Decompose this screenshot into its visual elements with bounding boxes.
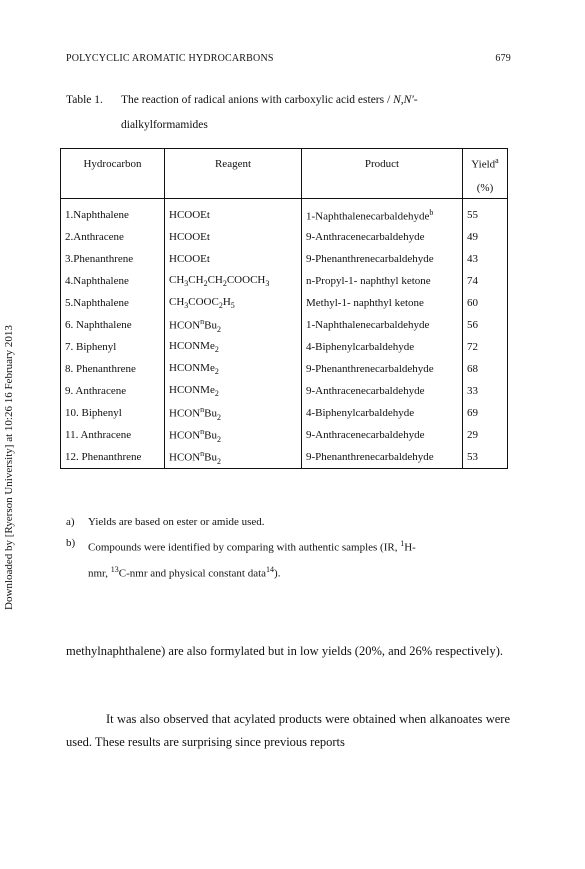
reagent-formula: $HCON^nBu_2$ bbox=[165, 446, 302, 469]
reaction-table bbox=[60, 148, 508, 469]
table-row: 12. Phenanthrene $HCON^nBu_2$ 9-Phenanthrenecarbaldehyde 53 bbox=[61, 446, 508, 469]
table-row: 5.Naphthalene $CH_3COOC_2H_5$ Methyl-1- naphthyl ketone 60 bbox=[61, 292, 508, 314]
table-row: 8. Phenanthrene HCONMe$_2$ 9-Phenanthrenecarbaldehyde 68 bbox=[61, 358, 508, 380]
reagent-formula: HCONMe$_2$ bbox=[165, 358, 302, 380]
header-yield-unit: (%) bbox=[463, 178, 508, 199]
table-row: 11. Anthracene $HCON^nBu_2$ 9-Anthracenecarbaldehyde 29 bbox=[61, 424, 508, 446]
table-row: 1.Naphthalene HCOOEt 1-Naphthalenecarbaldehyde$^b$ 55 bbox=[61, 204, 508, 226]
table-row: 4.Naphthalene $CH_3CH_2CH_2COOCH_3$ n-Propyl-1- naphthyl ketone 74 bbox=[61, 270, 508, 292]
reagent-formula: HCONMe$_2$ bbox=[165, 380, 302, 402]
running-head-title: POLYCYCLIC AROMATIC HYDROCARBONS bbox=[66, 53, 274, 64]
reagent-formula: $HCON^nBu_2$ bbox=[165, 424, 302, 446]
footnotes bbox=[66, 512, 506, 584]
table-row: 10. Biphenyl $HCON^nBu_2$ 4-Biphenylcarbaldehyde 69 bbox=[61, 402, 508, 424]
reagent-formula: $CH_3CH_2CH_2COOCH_3$ bbox=[165, 270, 302, 292]
table-row: 2.Anthracene HCOOEt 9-Anthracenecarbaldehyde 49 bbox=[61, 226, 508, 248]
body-paragraph-1: methylnaphthalene) are also formylated but in low yields (20%, and 26% respectively). bbox=[66, 644, 504, 658]
caption-text: The reaction of radical anions with carboxylic acid esters / N,N'- dialkylformamides bbox=[121, 94, 418, 131]
header-product: Product bbox=[302, 149, 463, 179]
table-row: 9. Anthracene HCONMe$_2$ 9-Anthracenecarbaldehyde 33 bbox=[61, 380, 508, 402]
header-hydrocarbon: Hydrocarbon bbox=[61, 149, 165, 179]
page-number: 679 bbox=[495, 53, 511, 64]
header-reagent: Reagent bbox=[165, 149, 302, 179]
footnote-b: b) Compounds were identified by comparing with authentic samples (IR, $^1$H- nmr, $^{13}$C-nmr and physical constant data$^{14}$). bbox=[66, 537, 416, 580]
reagent-formula: $CH_3COOC_2H_5$ bbox=[165, 292, 302, 314]
reagent-formula: $HCON^nBu_2$ bbox=[165, 402, 302, 424]
download-watermark: Downloaded by [Ryerson University] at 10:26 16 February 2013 bbox=[3, 325, 15, 610]
footnote-a: a) Yields are based on ester or amide used. bbox=[66, 516, 265, 528]
header-yield: Yield$^a$ bbox=[463, 149, 508, 179]
caption-label: Table 1. bbox=[66, 94, 103, 106]
running-head bbox=[66, 53, 511, 64]
table-row: 3.Phenanthrene HCOOEt 9-Phenanthrenecarbaldehyde 43 bbox=[61, 248, 508, 270]
reagent-formula: $HCON^nBu_2$ bbox=[165, 314, 302, 336]
table-row: 6. Naphthalene $HCON^nBu_2$ 1-Naphthalenecarbaldehyde 56 bbox=[61, 314, 508, 336]
table-row: 7. Biphenyl HCONMe$_2$ 4-Biphenylcarbaldehyde 72 bbox=[61, 336, 508, 358]
body-paragraph-2: It was also observed that acylated products were obtained when alkanoates were used. These results are surprising since previous reports bbox=[66, 712, 510, 749]
reagent-formula: HCONMe$_2$ bbox=[165, 336, 302, 358]
